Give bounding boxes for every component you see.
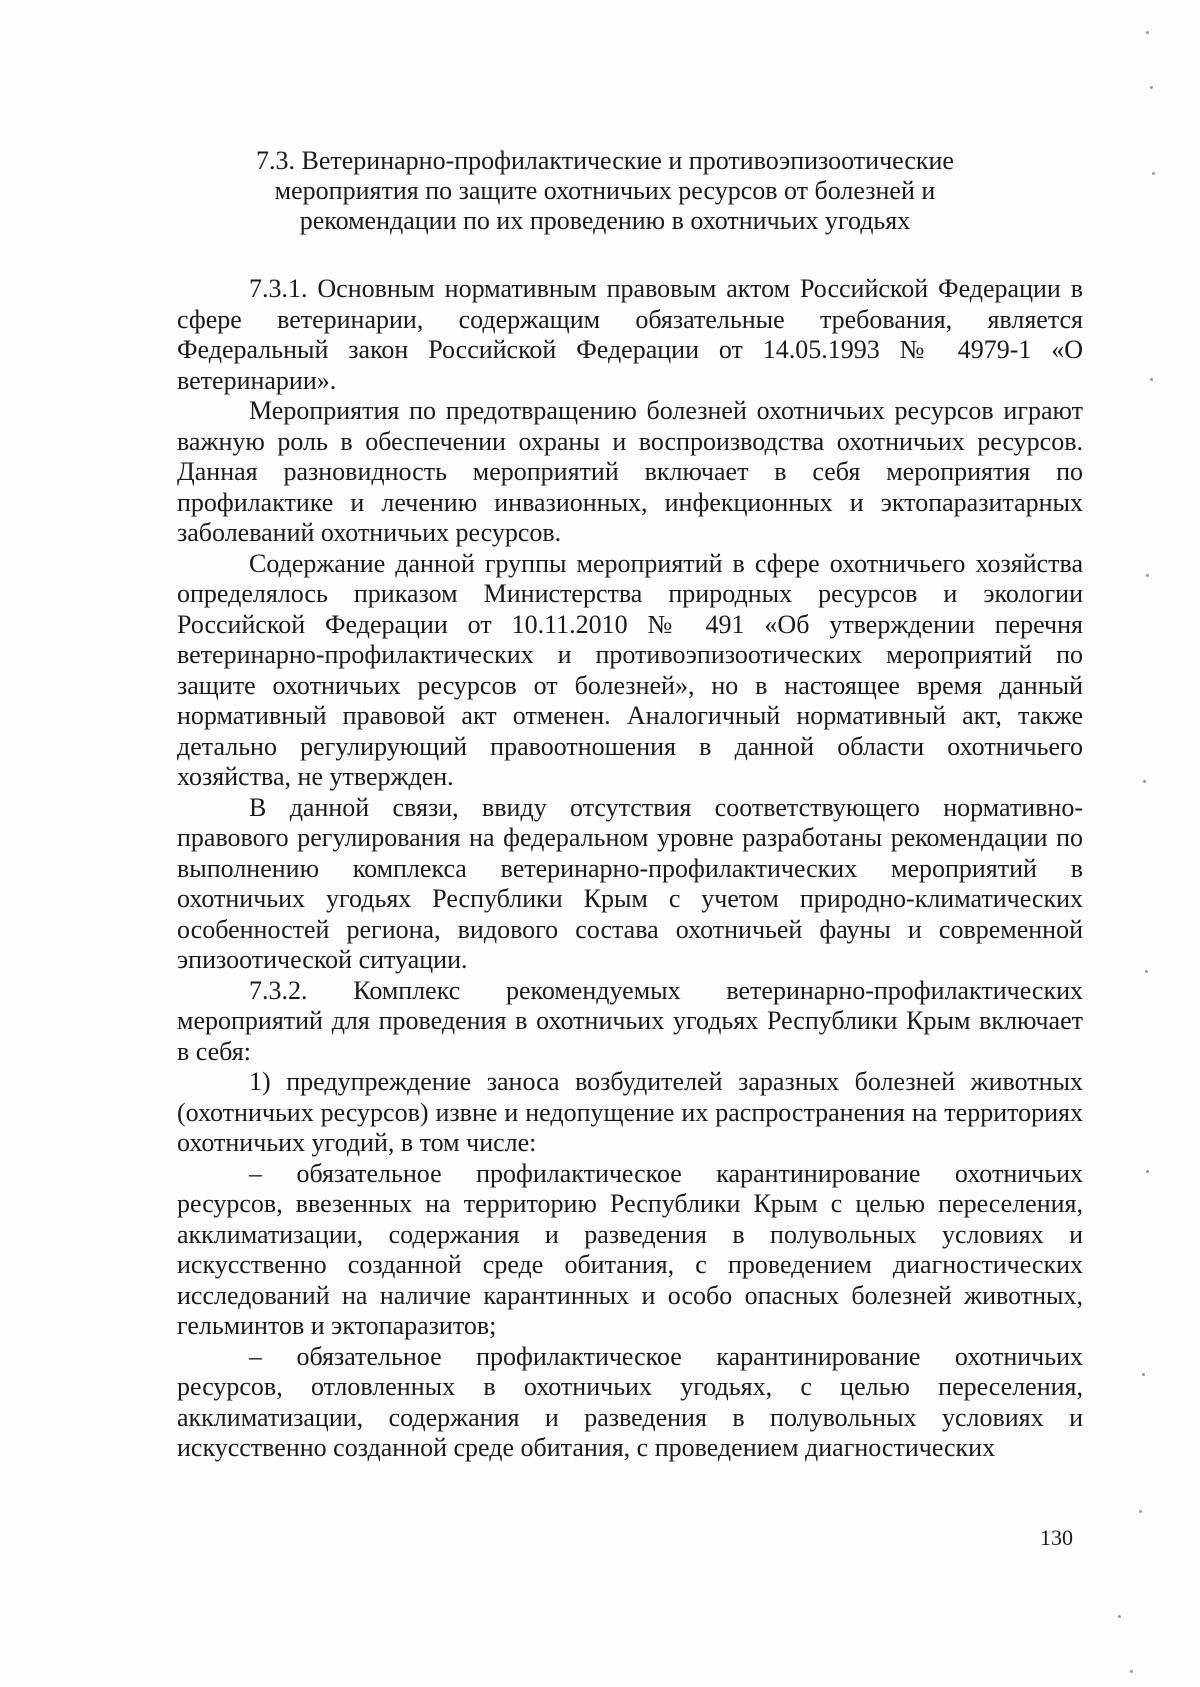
scan-speck (1139, 1510, 1142, 1513)
scan-speck (1146, 1170, 1149, 1173)
scan-speck (1130, 1670, 1133, 1673)
document-body (177, 274, 1083, 1464)
scan-speck (1143, 780, 1146, 783)
list-dash-item-imported: – обязательное профилактическое карантинирование охотничьих ресурсов, ввезенных на территорию Республики Крым с целью переселения, акклиматизации, содержания и разведения в полувольных условиях и искусственно созданной среде обитания, с проведением диагностических исследований на наличие карантинных и особо опасных болезней животных, гельминтов и эктопаразитов; (177, 1158, 1083, 1340)
scan-speck (1146, 574, 1149, 577)
paragraph-disease-prevention: Мероприятия по предотвращению болезней охотничьих ресурсов играют важную роль в обеспечении охраны и воспроизводства охотничьих ресурсов. Данная разновидность мероприятий включает в себя мероприятия по профилактике и лечению инвазионных, инфекционных и эктопаразитарных заболеваний охотничьих ресурсов. (177, 396, 1083, 547)
scan-speck (1150, 86, 1153, 89)
paragraph-7-3-2: 7.3.2. Комплекс рекомендуемых ветеринарно-профилактических мероприятий для проведения в охотничьих угодьях Республики Крым включает в себя: (177, 975, 1083, 1066)
scan-speck (1152, 172, 1155, 175)
scan-speck (1118, 1615, 1121, 1618)
paragraph-7-3-1: 7.3.1. Основным нормативным правовым актом Российской Федерации в сфере ветеринарии, содержащим обязательные требования, является Федеральный закон Российской Федерации от 14.05.1993 № 4979-1 «О ветеринарии». (177, 274, 1083, 395)
list-item-1: 1) предупреждение заноса возбудителей заразных болезней животных (охотничьих ресурсов) извне и недопущение их распространения на территориях охотничьих угодий, в том числе: (177, 1067, 1083, 1157)
scan-speck (1150, 378, 1153, 381)
paragraph-recommendations: В данной связи, ввиду отсутствия соответствующего нормативно-правового регулирования на федеральном уровне разработаны рекомендации по выполнению комплекса ветеринарно-профилактических мероприятий в охотничьих угодьях Республики Крым с учетом природно-климатических особенностей региона, видового состава охотничьей фауны и современной эпизоотической ситуации. (177, 792, 1083, 974)
scan-speck (1142, 1373, 1145, 1376)
page-number: 130 (1040, 1525, 1073, 1550)
paragraph-order-491: Содержание данной группы мероприятий в сфере охотничьего хозяйства определялось приказом Министерства природных ресурсов и экологии Российской Федерации от 10.11.2010 № 491 «Об утверждении перечня ветеринарно-профилактических и противоэпизоотических мероприятий по защите охотничьих ресурсов от болезней», но в настоящее время данный нормативный правовой акт отменен. Аналогичный нормативный акт, также детально регулирующий правоотношения в данной области охотничьего хозяйства, не утвержден. (177, 548, 1083, 791)
scan-speck (1145, 970, 1148, 973)
scan-speck (1146, 31, 1149, 34)
list-dash-item-captured: – обязательное профилактическое карантинирование охотничьих ресурсов, отловленных в охотничьих угодьях, с целью переселения, акклиматизации, содержания и разведения в полувольных условиях и искусственно созданной среде обитания, с проведением диагностических (177, 1341, 1083, 1462)
section-heading: 7.3. Ветеринарно-профилактические и противоэпизоотические мероприятия по защите охотничьих ресурсов от болезней и рекомендации по их проведению в охотничьих угодьях (256, 146, 954, 235)
